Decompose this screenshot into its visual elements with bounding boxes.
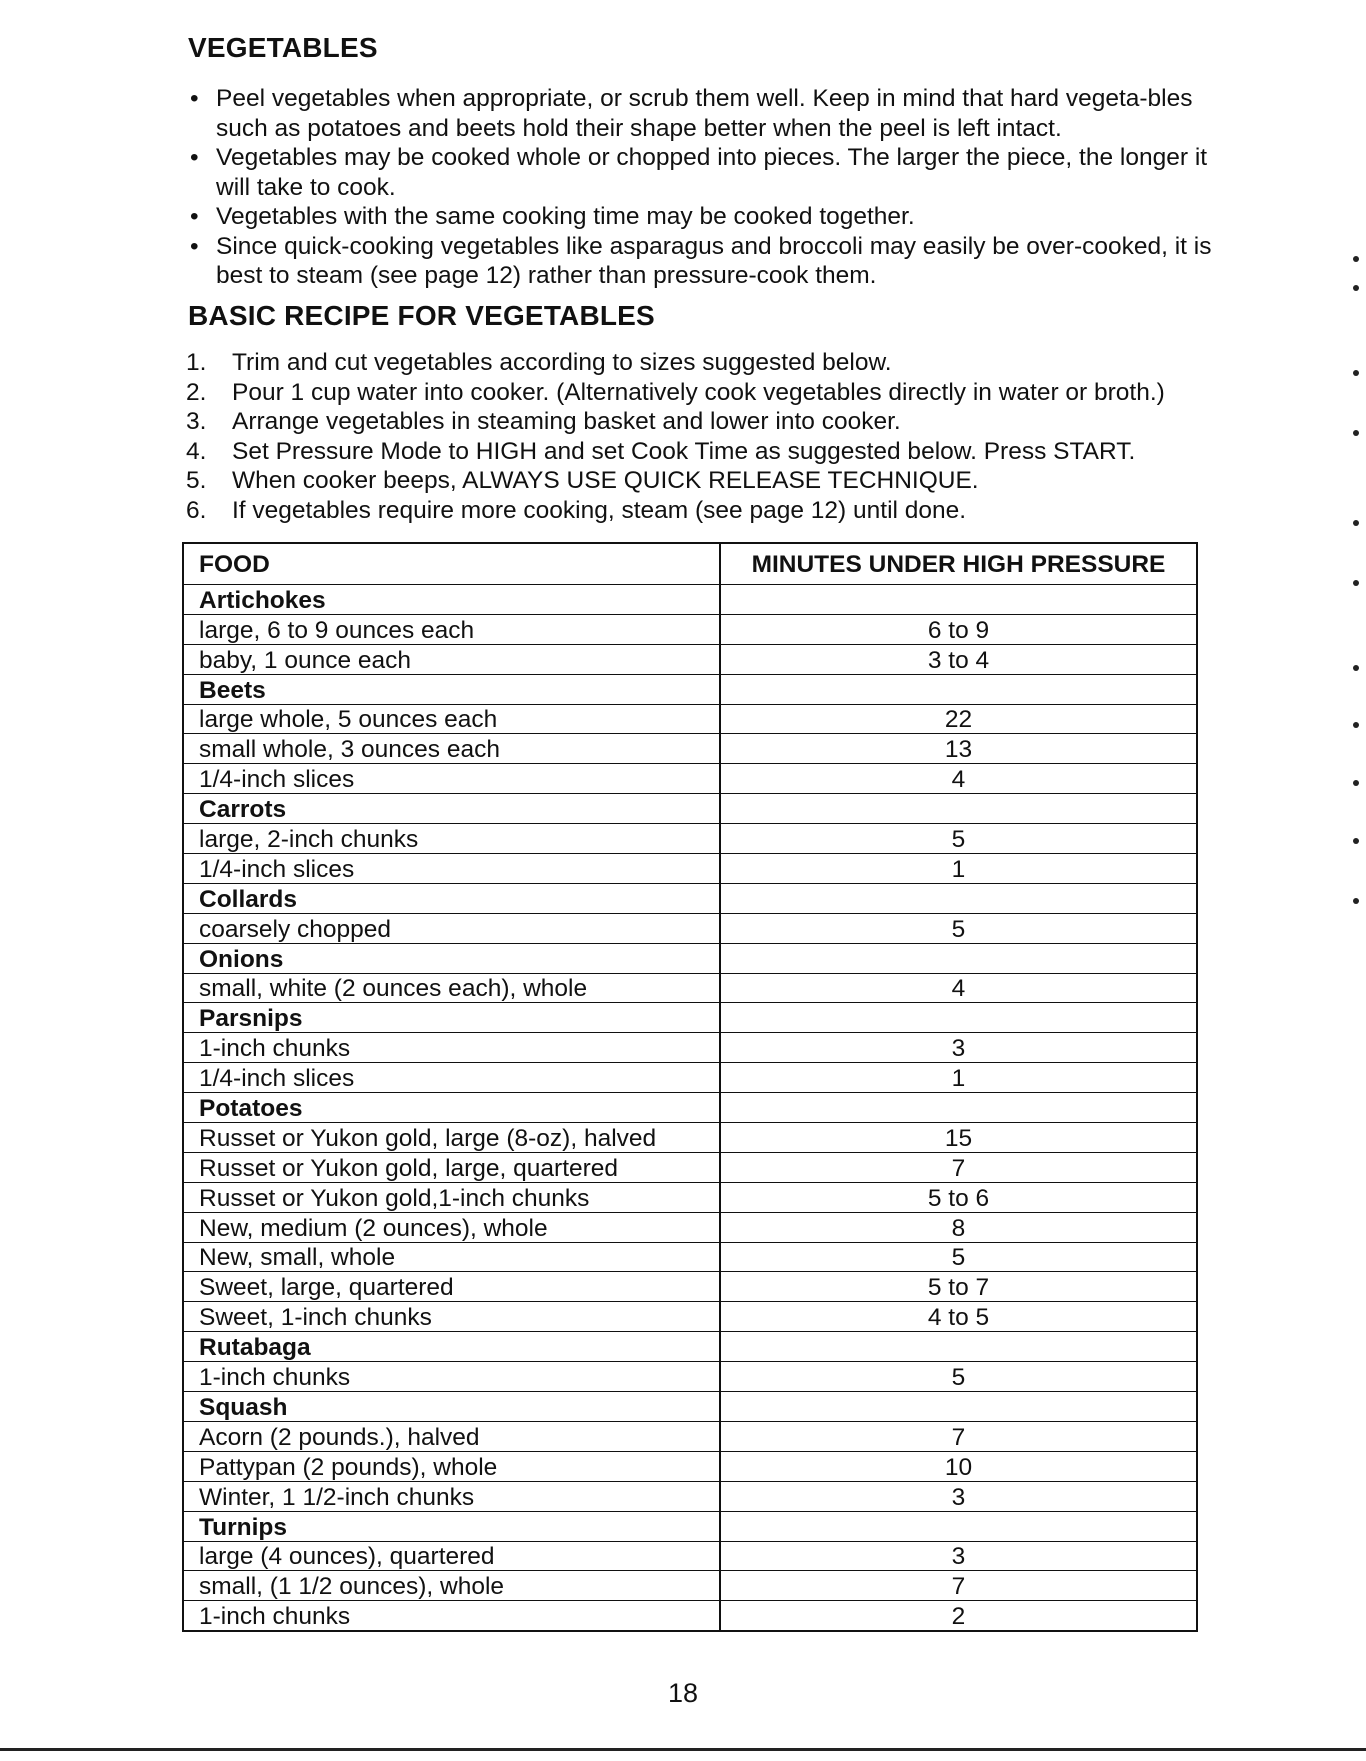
category-row [183,794,1197,824]
food-cell: New, small, whole [183,1242,720,1272]
minutes-cell: 5 to 6 [720,1182,1197,1212]
food-cell: 1/4-inch slices [183,764,720,794]
minutes-cell: 8 [720,1212,1197,1242]
category-row [183,585,1197,615]
step-number: 2. [186,378,207,406]
tip-item: • Vegetables may be cooked whole or chopped into pieces. The larger the piece, the longer it will take to cook. [188,143,1228,202]
minutes-cell [720,883,1197,913]
minutes-cell: 4 [720,764,1197,794]
minutes-cell [720,1332,1197,1362]
food-cell: Russet or Yukon gold, large, quartered [183,1152,720,1182]
minutes-cell: 4 [720,973,1197,1003]
food-column-header: FOOD [183,543,720,585]
minutes-cell: 10 [720,1451,1197,1481]
minutes-cell: 5 [720,824,1197,854]
table-row [183,1182,1197,1212]
page-bottom-rule [0,1748,1366,1751]
minutes-cell: 4 to 5 [720,1302,1197,1332]
minutes-cell [720,674,1197,704]
minutes-cell: 5 [720,1242,1197,1272]
category-name: Collards [183,883,720,913]
minutes-cell: 5 to 7 [720,1272,1197,1302]
step-text: When cooker beeps, ALWAYS USE QUICK RELEASE TECHNIQUE. [232,467,979,494]
page-number: 18 [667,1678,699,1708]
food-cell: coarsely chopped [183,913,720,943]
recipe-step [186,348,1226,378]
minutes-cell [720,585,1197,615]
food-cell: Pattypan (2 pounds), whole [183,1451,720,1481]
table-row [183,1212,1197,1242]
food-cell: small, (1 1/2 ounces), whole [183,1571,720,1601]
step-number: 5. [186,467,207,494]
step-text: Arrange vegetables in steaming basket and lower into cooker. [232,408,901,435]
tip-item: • Peel vegetables when appropriate, or scrub them well. Keep in mind that hard vegeta-bles such as potatoes and beets hold their shape better when the peel is left intact. [188,84,1228,143]
table-header-row [183,543,1197,585]
table-row [183,1242,1197,1272]
food-cell: large, 2-inch chunks [183,824,720,854]
category-row [183,1093,1197,1123]
table-row [183,1451,1197,1481]
food-cell: 1-inch chunks [183,1601,720,1631]
table-row [183,1272,1197,1302]
minutes-cell: 3 [720,1541,1197,1571]
food-cell: Russet or Yukon gold, large (8-oz), halved [183,1123,720,1153]
table-row [183,1601,1197,1631]
step-number: 1. [186,349,207,376]
minutes-cell [720,1392,1197,1422]
category-row [183,1332,1197,1362]
table-row [183,704,1197,734]
recipe-step [186,496,1226,526]
minutes-cell: 3 [720,1033,1197,1063]
table-row [183,734,1197,764]
minutes-cell: 1 [720,1063,1197,1093]
recipe-step [186,378,1226,408]
food-cell: small, white (2 ounces each), whole [183,973,720,1003]
step-text: Set Pressure Mode to HIGH and set Cook Time as suggested below. Press START. [232,437,1136,465]
tip-item: • Since quick-cooking vegetables like asparagus and broccoli may easily be over-cooked, it is best to steam (see page 12) rather than pressure-cook them. [188,232,1228,291]
cooking-times-table [182,542,1198,1632]
table-row [183,824,1197,854]
table-row [183,1541,1197,1571]
minutes-cell: 6 to 9 [720,614,1197,644]
table-row [183,1123,1197,1153]
category-name: Turnips [183,1511,720,1541]
category-name: Rutabaga [183,1332,720,1362]
table-row [183,973,1197,1003]
category-row [183,943,1197,973]
minutes-cell: 7 [720,1421,1197,1451]
minutes-cell: 22 [720,704,1197,734]
step-number: 3. [186,408,207,435]
step-text: Trim and cut vegetables according to sizes suggested below. [232,349,892,376]
table-row [183,1571,1197,1601]
recipe-step [186,466,1226,496]
table-row [183,913,1197,943]
minutes-cell: 7 [720,1571,1197,1601]
food-cell: 1-inch chunks [183,1033,720,1063]
food-cell: Sweet, 1-inch chunks [183,1302,720,1332]
minutes-cell: 2 [720,1601,1197,1631]
minutes-cell: 15 [720,1123,1197,1153]
step-number: 4. [186,437,207,465]
minutes-cell: 7 [720,1152,1197,1182]
minutes-cell [720,1003,1197,1033]
minutes-cell: 3 [720,1481,1197,1511]
food-cell: small whole, 3 ounces each [183,734,720,764]
food-cell: New, medium (2 ounces), whole [183,1212,720,1242]
category-name: Squash [183,1392,720,1422]
minutes-cell [720,1511,1197,1541]
food-cell: 1-inch chunks [183,1362,720,1392]
category-name: Artichokes [183,585,720,615]
table-row [183,1063,1197,1093]
basic-recipe-heading: BASIC RECIPE FOR VEGETABLES [188,300,655,331]
table-row [183,854,1197,884]
table-row [183,1302,1197,1332]
table-row [183,1421,1197,1451]
category-name: Onions [183,943,720,973]
food-cell: 1/4-inch slices [183,1063,720,1093]
tip-item: • Vegetables with the same cooking time may be cooked together. [188,202,1228,232]
food-cell: large whole, 5 ounces each [183,704,720,734]
table-row [183,1362,1197,1392]
recipe-step [186,407,1226,437]
category-row [183,883,1197,913]
category-row [183,1003,1197,1033]
category-row [183,1511,1197,1541]
table-row [183,764,1197,794]
category-name: Potatoes [183,1093,720,1123]
food-cell: baby, 1 ounce each [183,644,720,674]
step-text: Pour 1 cup water into cooker. (Alternatively cook vegetables directly in water or broth.) [232,378,1165,406]
table-row [183,1152,1197,1182]
category-row [183,674,1197,704]
vegetables-heading: VEGETABLES [188,32,378,63]
food-cell: large, 6 to 9 ounces each [183,614,720,644]
food-cell: Sweet, large, quartered [183,1272,720,1302]
minutes-cell [720,943,1197,973]
food-cell: Winter, 1 1/2-inch chunks [183,1481,720,1511]
food-cell: Russet or Yukon gold,1-inch chunks [183,1182,720,1212]
table-row [183,1033,1197,1063]
category-row [183,1392,1197,1422]
recipe-steps-list [186,348,1226,525]
minutes-cell: 5 [720,1362,1197,1392]
minutes-cell: 13 [720,734,1197,764]
minutes-cell: 1 [720,854,1197,884]
category-name: Beets [183,674,720,704]
vegetable-tips-list [188,84,1228,291]
step-number: 6. [186,496,207,524]
food-cell: large (4 ounces), quartered [183,1541,720,1571]
category-name: Parsnips [183,1003,720,1033]
minutes-column-header: MINUTES UNDER HIGH PRESSURE [720,543,1197,585]
food-cell: 1/4-inch slices [183,854,720,884]
step-text: If vegetables require more cooking, steam (see page 12) until done. [232,496,967,524]
category-name: Carrots [183,794,720,824]
minutes-cell [720,1093,1197,1123]
table-row [183,1481,1197,1511]
recipe-step [186,437,1226,467]
food-cell: Acorn (2 pounds.), halved [183,1421,720,1451]
table-row [183,614,1197,644]
minutes-cell [720,794,1197,824]
table-row [183,644,1197,674]
minutes-cell: 3 to 4 [720,644,1197,674]
minutes-cell: 5 [720,913,1197,943]
